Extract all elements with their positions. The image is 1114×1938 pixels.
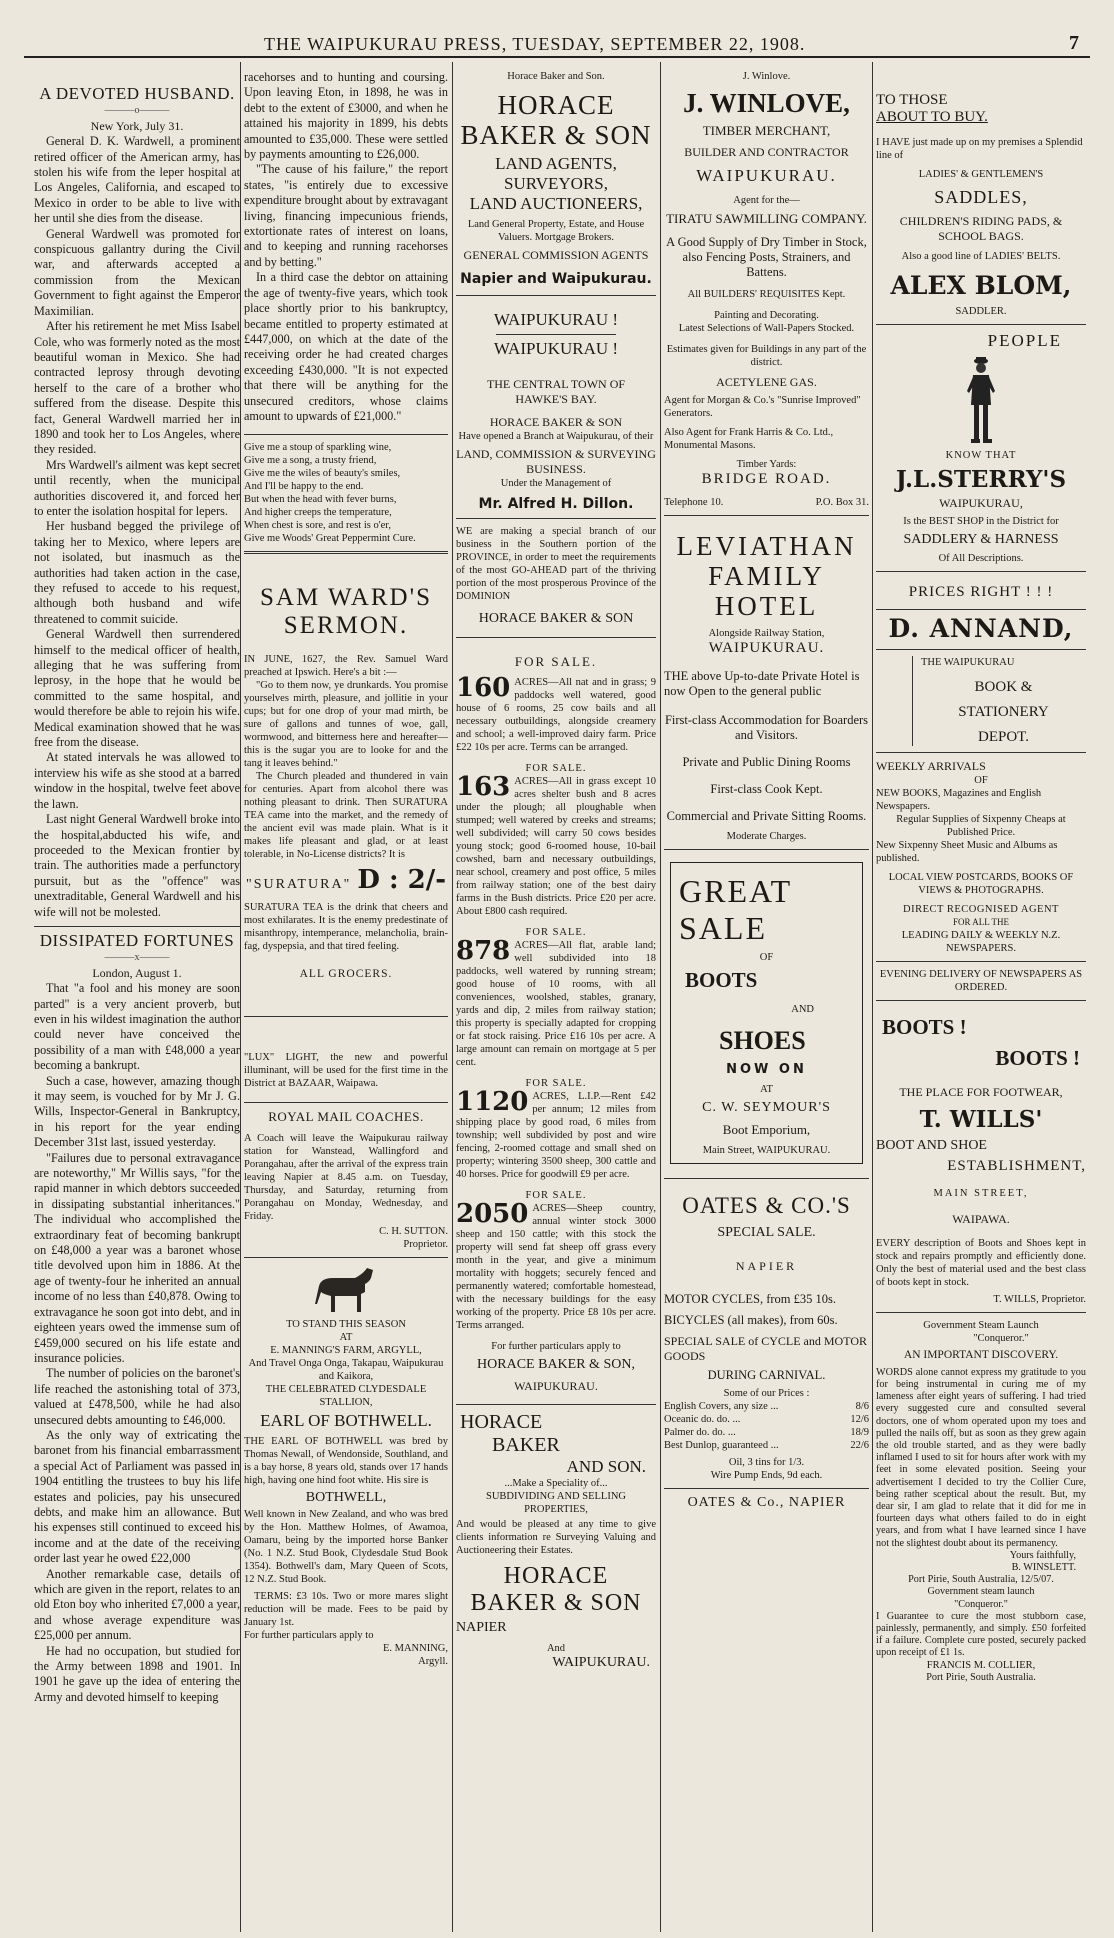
bothwell-apply-name: E. MANNING, [382,1643,448,1655]
blom-name: ALEX BLOM, [890,271,1072,300]
divider [244,1102,448,1103]
divider [876,609,1086,610]
sale-label: FOR SALE. [525,763,587,775]
baker-l6: Napier and Waipukurau. [460,271,652,288]
sale-listing [456,1077,656,1181]
price-value: 18/9 [850,1426,869,1438]
divider [664,1178,869,1179]
verse-line: When chest is sore, and rest is o'er, [244,520,391,532]
winlove-name: J. WINLOVE, [683,88,850,118]
price-item: Oceanic do. do. ... [664,1413,741,1425]
blom-t2: LADIES' & GENTLEMEN'S [918,169,1044,180]
annand-l1: THE WAIPUKURAU [921,656,1015,668]
great-sale-boots: BOOTS [685,968,758,993]
oates-name: OATES & CO.'S [682,1193,851,1219]
divider [664,849,869,850]
dissipated-para: Another remarkable case, details of which are given in the report, relates to an old Eton boy who inherited £7,000 a year, and whose average expenditure was £25,000 per annum. [34,1566,240,1643]
winlove-l9: Latest Selections of Wall-Papers Stocked. [678,323,855,335]
winlove-l13: Also Agent for Frank Harris & Co. Ltd., Monumental Masons. [664,427,834,452]
masthead-title: THE WAIPUKURAU PRESS, TUESDAY, SEPTEMBER 22, 1908. [264,34,806,54]
divider [876,961,1086,962]
dissipated-cont: "The cause of his failure," the report states, "is entirely due to excessive expenditure brought about by extravagant living, financing impecunious friends, extortionate rates of interest on loans, and to keeping and running racehorses and by betting." [244,162,448,269]
wills-b2: BOOTS ! [995,1045,1080,1070]
gentleman-icon [963,355,999,445]
sale-acreage: 2050 [456,1199,529,1230]
sterry-desc: Of All Descriptions. [938,553,1024,565]
blom-t4: CHILDREN'S RIDING PADS, & SCHOOL BAGS. [899,214,1063,243]
great-sale-street: Main Street, WAIPUKURAU. [702,1145,831,1157]
collier-y2: B. WINSLETT. [1011,1562,1076,1574]
sale-description: ACRES—All nat and in grass; 9 paddocks well watered, good house of 6 rooms, 25 cow bails and all necessary outbuildings, alongside creamery and school; a well-improved dairy farm. Price £22 10s per acre. Terms can be arranged. [456,677,656,754]
divider [876,324,1086,325]
annand-name: D. ANNAND, [888,614,1074,644]
verse-line: Give me a stoup of sparkling wine, [244,442,392,454]
sale-acreage: 160 [456,673,511,704]
great-sale-box [670,862,863,1164]
price-value: 8/6 [855,1400,869,1412]
bothwell-line5: THE CELEBRATED CLYDESDALE STALLION, [265,1384,427,1409]
sale-hb: HORACE BAKER & SON, [477,1357,635,1373]
suratura-brand: "SURATURA" [246,877,352,893]
baker2-n2: BAKER [492,1434,560,1457]
collier-y3: Port Pirie, South Australia, 12/5/07. [908,1574,1054,1586]
column-rule [452,62,453,1932]
baker-w2: WAIPUKURAU ! [493,339,619,359]
sale-label: FOR SALE. [525,1190,587,1202]
sale-description: ACRES, L.I.P.—Rent £42 per annum; 12 miles from shipping place by good road, 6 miles from township; well subdivided by post and wire fencing, 2-roomed cottage and small shed on property; wintering 3500 sheep, 300 cattle and 40 horses. Price for goodwill £9 per acre. [456,1091,656,1181]
sale-row [456,1199,656,1332]
winlove-l3: WAIPUKURAU. [696,166,837,186]
for-sale-title: FOR SALE. [514,654,598,670]
collier-n: FRANCIS M. COLLIER, [926,1659,1036,1671]
divider [456,518,656,519]
page-number: 7 [1069,32,1080,54]
oates-special: SPECIAL SALE of CYCLE and MOTOR GOODS [664,1333,868,1363]
sale-label: FOR SALE. [525,927,587,939]
blom-role: SADDLER. [955,306,1007,318]
sterry-saddlery: SADDLERY & HARNESS [903,532,1059,548]
winlove-l8: Painting and Decorating. [714,310,819,322]
annand-l10: LOCAL VIEW POSTCARDS, BOOKS OF VIEWS & PHOTOGRAPHS. [888,871,1074,896]
baker-name-2: BAKER & SON [460,119,652,150]
column-2 [244,70,448,1932]
sale-acreage: 1120 [456,1087,529,1118]
sterry-name: J.L.STERRY'S [895,466,1067,494]
column-rule [240,62,241,1932]
collier-t1: Government Steam Launch [923,1319,1039,1331]
sam-ward-title-2: SERMON. [283,611,409,639]
ornament: ———x——— [104,952,170,964]
winlove-tel: Telephone 10. [664,497,724,509]
baker2-s1: ...Make a Speciality of... [504,1478,608,1490]
baker2-n1: HORACE [460,1411,543,1434]
baker-sig: HORACE BAKER & SON [478,611,634,627]
divider [876,1312,1086,1313]
sterry-people: PEOPLE [987,331,1062,351]
oates-prices-hdr: Some of our Prices : [723,1387,810,1399]
winlove-l4: Agent for the— [733,195,800,207]
verse-line: Give me the wiles of beauty's smiles, [244,468,401,480]
sale-row [456,772,656,918]
column-rule [660,62,661,1932]
sale-acreage: 163 [456,772,511,803]
bothwell-sire: BOTHWELL, [305,1489,387,1505]
sale-listing [456,926,656,1069]
devoted-para: Mrs Wardwell's ailment was kept secret until recently, when the municipal authorities discovered it, and forced her to enter the isolation hospital for lepers. [34,457,240,518]
collier-text: WORDS alone cannot express my gratitude to you for being instrumental in curing me of my lameness after eight years of suffering. I had tried every suggested cure and consulted several doctors, one of whom operated upon my toes and pulled the nails off, but as soon as they grew again the old trouble started, and as they were badly inflamed I used to sit for hours after work with my feet in some elevated position. Seeing your advertisement I decided to try the Collier Cure, being rather sceptical about the result. But, my dear sir, I am glad to relate that it did for me in fourteen days what others failed to do in eight years, and from what I have learned since I have not the slightest doubt about its permanency. [876,1366,1086,1549]
blom-t5: Also a good line of LADIES' BELTS. [901,251,1061,262]
price-row [664,1400,869,1413]
baker2-s3: And would be pleased at any time to give clients information re Surveying Valuing and Auctioneering their Estates. [456,1519,656,1557]
verse-line: Give me a song, a trusty friend, [244,455,377,467]
sam-ward-para: "Go to them now, ye drunkards. You promise yourselves mirth, pleasure, and jollitie in your cups; but for one drop of your mad mirth, be sure of gallons and tunnes of woe, gall, wormwood, and bitterness here and hereafter—this is the sugar you are to looke for and the tang it leaves behind." [244,680,448,770]
horse-icon [311,1264,381,1316]
leviathan-n3: HOTEL [714,590,819,621]
annand-l8: Regular Supplies of Sixpenny Cheaps at Published Price. [896,813,1066,838]
leviathan-l7: Commercial and Private Sitting Rooms. [666,809,867,824]
sterry-best: Is the BEST SHOP in the District for [903,516,1059,528]
column-rule [872,62,873,1932]
divider [876,1000,1086,1001]
great-sale-g1: GREAT [679,873,793,910]
leviathan-l6: First-class Cook Kept. [710,782,823,797]
coaches-signature: C. H. SUTTON. [379,1226,448,1238]
sale-apply: For further particulars apply to [491,1341,621,1353]
sale-description: ACRES—Sheep country, annual winter stock 3000 sheep and 150 cattle; with this stock the property will send fat sheep off grass every month in the year, and give a minimum mortality with hoggets; securely fenced and permanently watered; comfortable homestead, with the necessary buildings for the easy working of the property. Price £8 10s per acre. Terms arranged. [456,1203,656,1332]
verse-line: Give me Woods' Great Peppermint Cure. [244,533,416,545]
winlove-box: P.O. Box 31. [815,497,869,509]
devoted-dateline: New York, July 31. [90,118,184,133]
suratura-banner [246,867,446,894]
wills-l4: MAIN STREET, [933,1187,1029,1199]
baker-l3: LAND AUCTIONEERS, [469,194,643,214]
bothwell-apply-place: Argyll. [418,1656,448,1668]
leviathan-l1: Alongside Railway Station, [708,628,825,640]
baker-mgmt: Under the Management of [500,478,612,490]
oates-oil: Oil, 3 tins for 1/3. [728,1456,805,1468]
lux-ad: "LUX" LIGHT, the new and powerful illuminant, will be used for the first time in the District at BAZAAR, Waipawa. [244,1052,448,1090]
wills-name: T. WILLS' [919,1105,1043,1133]
coaches-role: Proprietor. [403,1239,448,1251]
collier-p: Port Pirie, South Australia. [926,1671,1036,1683]
sale-label: FOR SALE. [525,1078,587,1090]
baker-name-1: HORACE [497,90,615,120]
leviathan-l5: Private and Public Dining Rooms [682,755,851,770]
great-sale-and: AND [791,1004,814,1016]
price-row [664,1439,869,1452]
blom-t3: SADDLES, [934,187,1028,207]
winlove-l14: Timber Yards: [736,459,797,471]
baker-l2: SURVEYORS, [504,174,608,194]
divider [456,1404,656,1405]
column-4 [664,70,869,1932]
great-sale-seller: C. W. SEYMOUR'S [702,1100,831,1116]
oates-pump: Wire Pump Ends, 9d each. [710,1469,823,1481]
baker-opened: Have opened a Branch at Waipukurau, of their [458,431,654,443]
baker-manager: Mr. Alfred H. Dillon. [478,496,634,513]
dissipated-para: "Failures due to personal extravagance are noteworthy," Mr Willis says, "for the rapid manner in which debtors succeeded in dissipating substantial inheritances." The individual who accomplished the extraordinary feat of becoming bankrupt on £48,000 a year was a baronet whose title devolved upon him in 1886. At the age of twenty-four he inherited an annual income of no less than £40,878. Owing to extravagance he soon got into debt, and in eighteen years owed the immense sum of £459,000 secured on his life estate and insurance policies. [34,1150,240,1365]
verse-line: And I'll be happy to the end. [244,481,364,493]
price-value: 12/6 [850,1413,869,1425]
annand-l2: BOOK & [974,678,1033,695]
ornament: ———o——— [104,105,170,117]
divider [664,515,869,516]
for-sale-list [456,673,656,1332]
bothwell-name: EARL OF BOTHWELL. [260,1411,432,1431]
divider [876,571,1086,572]
collier-y4: Government steam launch [927,1586,1035,1598]
wills-l1: THE PLACE FOR FOOTWEAR, [899,1084,1063,1099]
price-value: 22/6 [850,1439,869,1451]
column-5 [876,70,1086,1932]
collier-g: I Guarantee to cure the most stubborn case, painlessly, permanently, and simply. £50 forfeited if a failure. Complete cure posted, securely packed upon receipt of £1 1s. [876,1610,1086,1659]
devoted-title: A DEVOTED HUSBAND. [39,84,235,103]
great-sale-of: OF [759,952,774,964]
dissipated-para: As the only way of extricating the baronet from his financial embarrassment a special Act of Parliament was passed in 1904 entitling the trustees to buy his life estates and policies, pay his unsecured debts, and make him an allowance. But his expenses still continued to exceed his income and at the date of the receiving order last year he owed £22,000 [34,1427,240,1566]
baker-l1: LAND AGENTS, [495,154,617,174]
sale-place: WAIPUKURAU. [514,1379,598,1394]
divider [456,637,656,638]
baker2-waipukurau: WAIPUKURAU. [552,1655,650,1671]
winlove-l2: BUILDER AND CONTRACTOR [684,145,849,160]
baker2-big1: HORACE [503,1563,609,1590]
great-sale-g2: SALE [679,910,767,947]
woods-verse [244,441,448,545]
sterry-prices: PRICES RIGHT ! ! ! [908,584,1054,601]
winlove-contact [664,496,869,509]
sale-acreage: 878 [456,936,511,967]
dissipated-para: That "a fool and his money are soon parted" is a very ancient proverb, but even in his wildest imagination the author could never have conceived the possibility of a man with £48,000 a year becoming a bankrupt. [34,981,240,1073]
sam-ward-para: The Church pleaded and thundered in vain for centuries. Apart from alcohol there was nothing pleasant to drink. Then SURATURA TEA came into the market, and the remedy of the ancient evil was made plain. What is it makes life pleasant and glad, or at least tolerable, in No-License districts? It is [244,771,448,861]
price-row [664,1413,869,1426]
winlove-l10: Estimates given for Buildings in any part of the district. [666,344,867,369]
collier-t3: AN IMPORTANT DISCOVERY. [903,1348,1059,1361]
bothwell-terms: TERMS: £3 10s. Two or more mares slight reduction will be made. Fees to be paid by January 1st. [244,1591,448,1629]
annand-l12: FOR ALL THE [952,916,1009,927]
dissipated-dateline: London, August 1. [92,965,182,980]
sale-listing [456,1189,656,1332]
winlove-tag: J. Winlove. [742,71,791,82]
wills-l3: ESTABLISHMENT, [947,1157,1086,1174]
sale-row [456,673,656,754]
baker-l5: GENERAL COMMISSION AGENTS [463,248,649,263]
oates-price-list [664,1400,869,1452]
sale-listing [456,673,656,754]
collier-t2: "Conqueror." [973,1332,1029,1344]
great-sale-now: NOW ON [726,1062,807,1078]
devoted-para: General D. K. Wardwell, a prominent retired officer of the American army, has stolen his wife from the leper hospital at Los Angeles, California, and escaped to Mexico in order to be able to live with her until she dies from the disease. [34,134,240,226]
oates-carnival: DURING CARNIVAL. [707,1367,826,1382]
leviathan-l4: First-class Accommodation for Boarders and Visitors. [664,713,869,743]
devoted-para: General Wardwell was promoted for conspicuous gallantry during the Civil war, and afterwards accepted a commission from the Mexican Government to fight against the Emperor Maximilian. [34,226,240,318]
devoted-para: General Wardwell then surrendered himself to the medical officer of health, alleging that he was suffering from leprosy, in the hope that he would be committed to the same hospital, and would therefore be able to rejoin his wife. Medical examination showed that he was free from the disease. [34,627,240,750]
leviathan-l3: THE above Up-to-date Private Hotel is now Open to the general public [664,669,860,699]
column-1 [34,70,240,1932]
sale-description: ACRES—All in grass except 10 acres shelter bush and 8 acres under the plough; all ploughable when stumped; well watered by creeks and streams; well subdivided; will carry 50 cows besides young stock; good 6-roomed house, 10-bail cowshed, barn and necessary outbuildings, near school, creamery and post office, 5 miles from railway station; one of the best dairy farms in the Bush districts. Price £20 per acre. About £800 cash required. [456,776,656,918]
great-sale-shop: Boot Emporium, [722,1122,811,1138]
devoted-para: Last night General Wardwell broke into the hospital,abducted his wife, and proceeded to the Mexican frontier by train. The authorities made a perfunctory pursuit, but as the "offence" was unextraditable, General Wardwell and his wife will not be molested. [34,812,240,919]
price-item: English Covers, any size ... [664,1400,779,1412]
leviathan-n1: LEVIATHAN [676,531,857,562]
divider [664,1488,869,1489]
bothwell-desc2: Well known in New Zealand, and who was bred by the Hon. Matthew Holmes, of Awamoa, Oamaru, being by the imported horse Banker (No. 1 N.Z. Stud Book, Clydesdale Stud Book 1354). Bothwell's dam, Mary Queen of Scots, 12 N.Z. Stud Book. [244,1509,448,1586]
dissipated-cont: racehorses and to hunting and coursing. Upon leaving Eton, in 1898, he was in debt to the extent of £3000, and when he attained his majority in 1899, his debts amounted to £35,000. These were settled by payments amounting to £26,000. [244,70,448,162]
bothwell-line3: E. MANNING'S FARM, ARGYLL, [270,1345,422,1357]
winlove-l1: TIMBER MERCHANT, [702,123,831,139]
divider [244,1257,448,1258]
divider [244,434,448,435]
baker-tag: Horace Baker and Son. [507,71,605,82]
baker-business: LAND, COMMISSION & SURVEYING BUSINESS. [456,447,656,477]
baker2-s2: SUBDIVIDING AND SELLING PROPERTIES, [486,1491,626,1516]
sale-listing [456,762,656,918]
annand-box [912,656,1086,746]
baker-special: WE are making a special branch of our business in the Southern portion of the PROVINCE, in order to meet the requirements of the most GO-AHEAD part of the thriving portion of the most prosperous Province of the DOMINION [456,526,656,603]
bothwell-apply: For further particulars apply to [244,1630,374,1642]
dissipated-para: He had no occupation, but studied for the Army between 1898 and 1901. In 1901 he gave up the idea of entering the Army and devoted himself to keeping [34,1643,240,1704]
annand-l13: LEADING DAILY & WEEKLY N.Z. NEWSPAPERS. [901,929,1061,954]
all-grocers: ALL GROCERS. [299,967,393,980]
wills-l2: BOOT AND SHOE [876,1137,987,1153]
annand-l9: New Sixpenny Sheet Music and Albums as published. [876,839,1058,864]
coaches-text: A Coach will leave the Waipukurau railway station for Wanstead, Wallingford and Porangahau, after the arrival of the express train leaving Napier at 8.45 a.m. on Tuesday, Thursday, and Saturday, returning from Porangahau on Monday, Wednesday, and Friday. [244,1133,448,1223]
winlove-l6: A Good Supply of Dry Timber in Stock, also Fencing Posts, Strainers, and Battens. [666,235,867,280]
leviathan-l8: Moderate Charges. [726,831,807,843]
verse-line: But when the head with fever burns, [244,494,397,506]
oates-napier: NAPIER [735,1258,798,1273]
great-sale-at: AT [760,1084,773,1096]
baker-l4: Land General Property, Estate, and House Valuers. Mortgage Brokers. [467,219,645,244]
bothwell-desc: THE EARL OF BOTHWELL was bred by Thomas Newall, of Wendonside, Southland, and is a bay horse, 8 years old, stands over 17 hands high, having one hind foot white. His sire is [244,1435,448,1486]
suratura-price: D : 2/- [357,865,446,896]
baker2-and: And [546,1643,566,1655]
leviathan-l2: WAIPUKURAU. [708,640,825,657]
baker2-napier: NAPIER [456,1620,507,1636]
bothwell-line2: AT [339,1332,353,1344]
great-sale-shoes: SHOES [719,1026,806,1056]
price-item: Best Dunlop, guaranteed ... [664,1439,779,1451]
divider [876,649,1086,650]
divider [244,1016,448,1017]
verse-line: And higher creeps the temperature, [244,507,392,519]
horse-illustration [311,1264,381,1316]
divider [34,926,240,927]
oates-sale: SPECIAL SALE. [717,1224,816,1240]
sale-description: ACRES—All flat, arable land; well subdivided into 18 paddocks, well watered by running stream; good house of 10 rooms, with all conveniences, woolshed, stables, granary, yards and dip, 2 miles from railway station; this property is specially adapted for cropping or fat stock raising. Price £16 10s per acre. A large amount can remain on mortgage at 5 per cent. [456,940,656,1069]
divider [244,551,448,554]
sam-ward-title: SAM WARD'S [259,584,432,612]
winlove-l5: TIRATU SAWMILLING COMPANY. [666,211,867,227]
sam-ward-para: IN JUNE, 1627, the Rev. Samuel Ward preached at Ipswich. Here's a bit :— [244,654,448,679]
winlove-l7: All BUILDERS' REQUISITES Kept. [687,289,846,301]
winlove-l12: Agent for Morgan & Co.'s "Sunrise Improved" Generators. [664,395,861,420]
dissipated-para: The number of policies on the baronet's life reached the astonishing total of 373, valued at £478,500, while he had also unsecured debts amounting to £46,000. [34,1366,240,1427]
blom-t1: I HAVE just made up on my premises a Splendid line of [876,137,1083,161]
dissipated-para: Such a case, however, amazing though it may seem, is vouched for by Mr J. G. Wills, Inspector-General in Bankruptcy, in his report for the year ending December 31st last, issued yesterday. [34,1073,240,1150]
annand-l11: DIRECT RECOGNISED AGENT [903,903,1059,915]
divider [456,295,656,296]
wills-l6: EVERY description of Boots and Shoes kept in stock and repairs promptly and efficiently done. Only the best of material used and the best class of boots kept in stock. [876,1237,1086,1288]
person-illustration [963,355,999,445]
devoted-para: After his retirement he met Miss Isabel Cole, who was formerly noted as the most beautiful woman in Mexico. She had contracted leprosy through devoting herself to the care of a brother who suffered from the disease. Despite this fact, General Wardwell married her in 1890 and took her to Los Angeles, where they resided. [34,319,240,457]
rule [496,334,616,335]
bothwell-line4: And Travel Onga Onga, Takapau, Waipukurau and Kaikora, [248,1358,444,1383]
leviathan-n2: FAMILY [708,561,825,592]
baker-w1: WAIPUKURAU ! [493,310,619,330]
wills-b1: BOOTS ! [882,1014,967,1039]
winlove-l11: ACETYLENE GAS. [716,375,817,390]
annand-l7: NEW BOOKS, Magazines and English Newspapers. [876,787,1042,812]
bothwell-line1: TO STAND THIS SEASON [286,1319,406,1331]
collier-y5: "Conqueror." [954,1598,1008,1610]
wills-sig: T. WILLS, Proprietor. [993,1293,1086,1305]
collier-y1: Yours faithfully, [1009,1549,1076,1561]
suratura-text: SURATURA TEA is the drink that cheers and most exhilarates. It is the enemy predestinate of misanthropy, intemperance, melancholia, brain-fag, dyspepsia, and that tired feeling. [244,901,448,952]
annand-l6: OF [974,774,988,786]
blom-h2: ABOUT TO BUY. [876,109,988,125]
annand-l5: WEEKLY ARRIVALS [876,758,986,773]
coaches-title: ROYAL MAIL COACHES. [268,1109,424,1125]
sale-row [456,1087,656,1181]
annand-l4: DEPOT. [978,728,1029,745]
dissipated-title: DISSIPATED FORTUNES [39,930,235,950]
annand-l14: EVENING DELIVERY OF NEWSPAPERS AS ORDERED. [879,968,1083,993]
dissipated-cont: In a third case the debtor on attaining the age of twenty-five years, which took place shortly prior to his bankruptcy, became entitled to property estimated at £447,000, on which at the date of the receiving order he had created charges exceeding £430,000. "It is not expected that there will be anything for the unsecured creditors, whose claims amount to upwards of £21,000." [244,270,448,423]
column-3 [456,70,656,1932]
price-row [664,1426,869,1439]
sale-row [456,936,656,1069]
baker2-big2: BAKER & SON [470,1589,642,1616]
price-item: Palmer do. do. ... [664,1426,736,1438]
masthead [24,28,1090,58]
baker-town1: THE CENTRAL TOWN OF [486,377,626,392]
wills-l5: WAIPAWA. [952,1211,1010,1226]
baker-town2: HAWKE'S BAY. [515,392,597,407]
oates-bicycles: BICYCLES (all makes), from 60s. [664,1312,838,1327]
oates-footer: OATES & Co., NAPIER [687,1494,846,1510]
baker2-n3: AND SON. [566,1457,646,1477]
blom-h1: TO THOSE [876,92,948,108]
sterry-place: WAIPUKURAU, [939,496,1023,511]
annand-l3: STATIONERY [958,703,1049,720]
baker-hb: HORACE BAKER & SON [489,415,623,430]
devoted-para: Her husband begged the privilege of taking her to Mexico, where lepers are not isolated, but inasmuch as the authorities had taken action in the case, they refused to accede to his request, although both husband and wife threatened to commit suicide. [34,519,240,626]
winlove-l15: BRIDGE ROAD. [701,471,832,488]
oates-motor: MOTOR CYCLES, from £35 10s. [664,1291,837,1306]
devoted-para: At stated intervals he was allowed to interview his wife as she stood at a barred window in the hospital, twelve feet above the lawn. [34,750,240,811]
sterry-know: KNOW THAT [945,450,1017,462]
divider [876,752,1086,753]
